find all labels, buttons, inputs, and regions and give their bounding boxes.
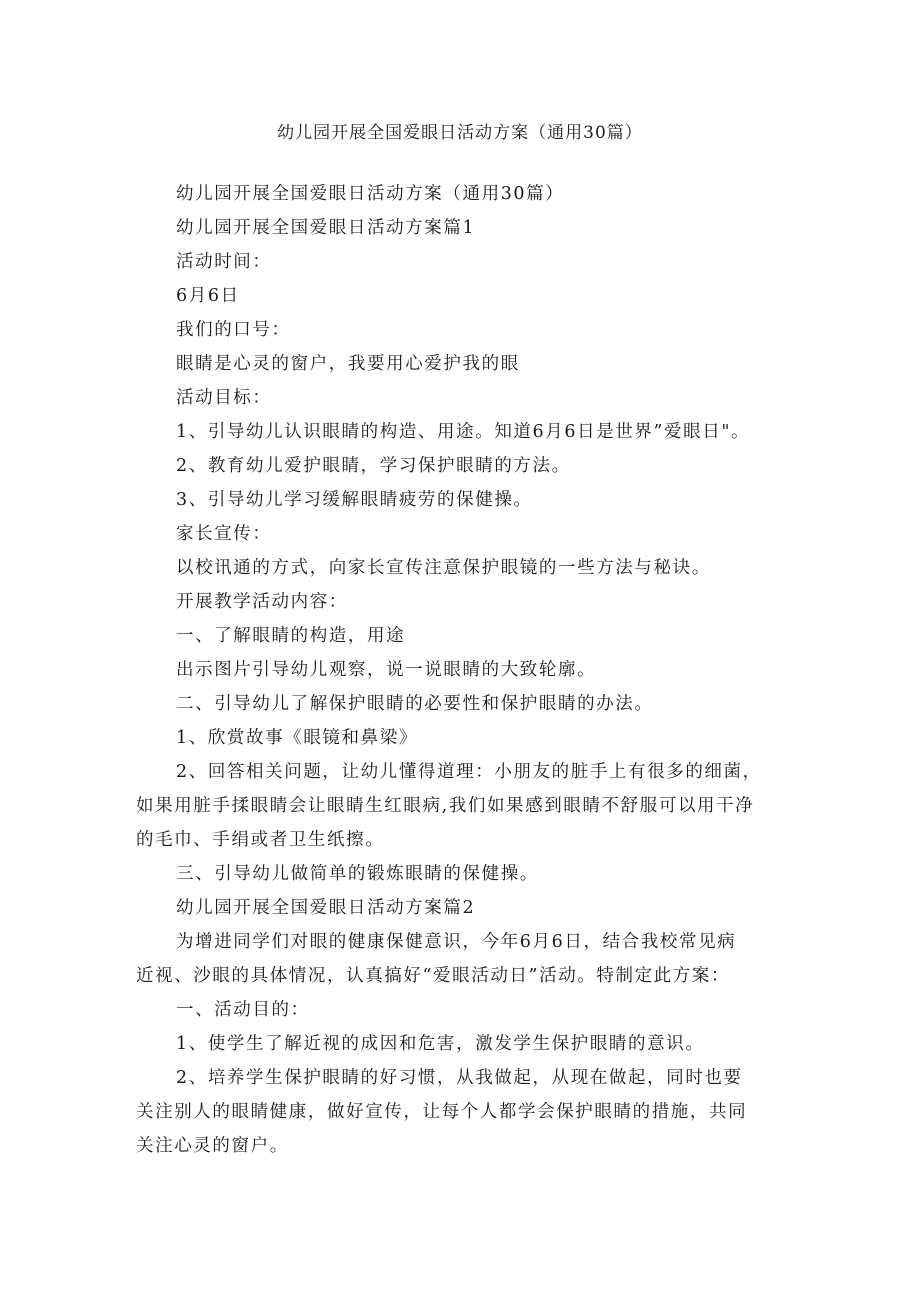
paragraph-line: 关注别人的眼睛健康，做好宣传，让每个人都学会保护眼睛的措施，共同 bbox=[136, 1102, 748, 1122]
paragraph-line: 2、回答相关问题，让幼儿懂得道理：小朋友的脏手上有很多的细菌， bbox=[176, 762, 762, 782]
paragraph-line: 近视、沙眼的具体情况，认真搞好“爱眼活动日”活动。特制定此方案： bbox=[136, 966, 731, 986]
paragraph-line: 开展教学活动内容： bbox=[176, 592, 348, 612]
paragraph-line: 活动目标： bbox=[176, 388, 272, 408]
section-heading: 幼儿园开展全国爱眼日活动方案篇1 bbox=[176, 218, 476, 238]
paragraph-line: 二、引导幼儿了解保护眼睛的必要性和保护眼睛的办法。 bbox=[176, 694, 654, 714]
paragraph-line: 一、了解眼睛的构造，用途 bbox=[176, 626, 406, 646]
paragraph-line: 3、引导幼儿学习缓解眼睛疲劳的保健操。 bbox=[176, 490, 533, 510]
paragraph-line: 以校讯通的方式，向家长宣传注意保护眼镜的一些方法与秘诀。 bbox=[176, 558, 711, 578]
paragraph-line: 如果用脏手揉眼睛会让眼睛生红眼病,我们如果感到眼睛不舒服可以用干净 bbox=[136, 796, 755, 816]
paragraph-line: 家长宣传： bbox=[176, 524, 272, 544]
paragraph-line: 1、使学生了解近视的成因和危害，激发学生保护眼睛的意识。 bbox=[176, 1034, 705, 1054]
paragraph-line: 关注心灵的窗户。 bbox=[136, 1136, 289, 1156]
paragraph-line: 1、欣赏故事《眼镜和鼻梁》 bbox=[176, 728, 418, 748]
paragraph-line: 眼睛是心灵的窗户，我要用心爱护我的眼 bbox=[176, 354, 520, 374]
document-title: 幼儿园开展全国爱眼日活动方案（通用30篇） bbox=[277, 123, 643, 143]
paragraph-line: 1、引导幼儿认识眼睛的构造、用途。知道6月6日是世界”爱眼日"。 bbox=[176, 422, 751, 442]
paragraph-line: 我们的口号： bbox=[176, 320, 291, 340]
paragraph-line: 三、引导幼儿做简单的锻炼眼睛的保健操。 bbox=[176, 864, 539, 884]
paragraph-line: 的毛巾、手绢或者卫生纸擦。 bbox=[136, 830, 385, 850]
paragraph-line: 2、教育幼儿爱护眼睛，学习保护眼睛的方法。 bbox=[176, 456, 571, 476]
paragraph-line: 出示图片引导幼儿观察，说一说眼睛的大致轮廓。 bbox=[176, 660, 597, 680]
paragraph-line: 一、活动目的： bbox=[176, 1000, 310, 1020]
section-heading: 幼儿园开展全国爱眼日活动方案篇2 bbox=[176, 898, 476, 918]
paragraph-line: 活动时间： bbox=[176, 252, 272, 272]
paragraph-line: 2、培养学生保护眼睛的好习惯，从我做起，从现在做起，同时也要 bbox=[176, 1068, 743, 1088]
paragraph-line: 为增进同学们对眼的健康保健意识，今年6月6日，结合我校常见病 bbox=[176, 932, 737, 952]
paragraph-line: 幼儿园开展全国爱眼日活动方案（通用30篇） bbox=[176, 184, 565, 204]
paragraph-line: 6月6日 bbox=[176, 286, 240, 306]
